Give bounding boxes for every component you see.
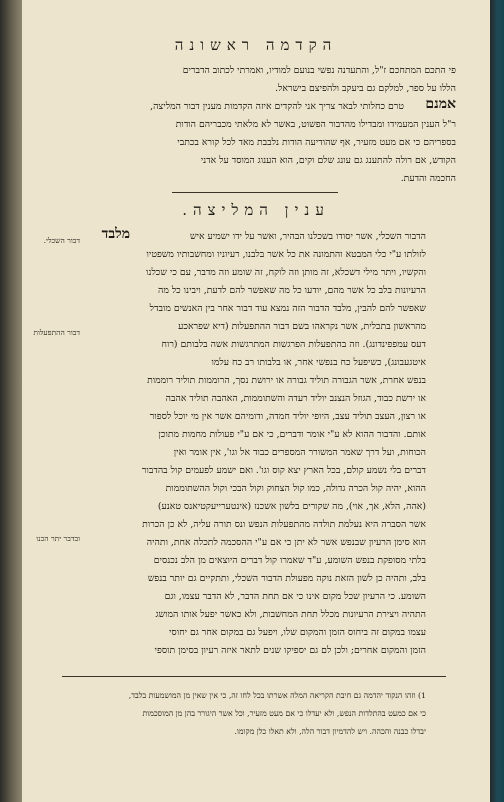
- main-line-18: הוא סימן הרעיון שבנפש אשר לא יתן כי אם ע"י ההסכמה לתכלה אחת, ותהיה: [146, 537, 426, 548]
- main-line-15: ההוא, יהיה קול הכרה גדולה, כמו קול הצחוק וקול הבכי וקול ההשתוממות: [165, 483, 426, 494]
- main-line-1: הדבור השכלי, אשר יסודו בשכלנו הבהיר, ואשר על ידו ישמיע איש: [189, 231, 426, 242]
- left-page-edge: [0, 0, 22, 802]
- main-line-16: (אהה, הלא, אך, אוי), מה שקורים בלשון אשכנז (אינטערייעקטיאנס טאנע): [157, 501, 426, 512]
- main-line-7: דעס עמפפינדונג). וזה בהתפעלות הפרגשות המתרגשות אשה בלבותם (רוח: [161, 339, 426, 350]
- main-first-word: מלבד: [101, 226, 130, 242]
- main-line-6: מהראשון בתכלית, אשר נקראהו בשם דבור ההתפעלות (דיא שפראכע: [178, 321, 426, 332]
- intro-line-4: ר"ל הענין המעמידו ומבדילו מהדבור הפשוט, באשר לא מלאתי מכבריהם הודות: [175, 119, 456, 130]
- main-line-5: שאפשר להם להבין, מלבד הדבור הזה נמצא עוד דבור אחר בין האנשים מובדל: [149, 303, 426, 314]
- heading-first-introduction: הקדמה ראשונה: [174, 36, 338, 54]
- intro-line-7: החכמה והדעת.: [400, 173, 456, 184]
- main-line-10: או ירשת כבוד, הגוזל הנצנב יוליד רעדה והשתוממות, האהבה תוליד אהבה: [165, 393, 426, 404]
- main-line-11: או רצון, העצב תוליד עצב, היופי יוליד חמדה, ודומיהם אשר אין מי יוכל לספור: [149, 411, 426, 422]
- main-line-4: הרעיונות בלב כל אשר מהם, יודעו כל מה שאפשר להם לדעת, ויבינו כל מה: [158, 285, 426, 296]
- main-line-22: התהיה ויצירת הרעיונות מכלל תחת המחשבות, ולא כאשר יפעל אותו המושג: [155, 609, 426, 620]
- intro-emphasis-word: אמנם: [425, 96, 456, 112]
- margin-note-emotional-speech: דבור ההתפעלות: [33, 328, 80, 337]
- intro-line-1: פי התכם המתחכם ז"ל, והתעדנה נפשי בנועם למודיו, ואמרתי לכתוב הדברים: [182, 65, 456, 76]
- book-page: [22, 0, 490, 802]
- main-line-12: אותם. והדבור ההוא לא ע"י אומר ודברים, כי אם ע"י פעולות מחמות מתוכן: [158, 429, 426, 440]
- heading-rhetoric-matter: ענין המליצה.: [182, 201, 330, 219]
- main-line-9: בנפש אחרת, אשר הגבורה תוליד גבורה או ירושת נסך, הרוממות תוליד רוממות: [147, 375, 426, 386]
- footnote-rule: [62, 676, 446, 677]
- main-line-23: עצמו במקום זה ביחוס הזמן והמקום שלו, ויפעל גם במקום אחר גם יחוסי: [168, 627, 426, 638]
- main-line-3: והקשיו, ויתר מילי דשכלא, זה מותן וזה לוקח, זה שומע וזה מדבר, עם כי שכלנו: [146, 267, 426, 278]
- footnote-line-2: כי אם כמעט בהתלדות הנפש, ולא יעדלו כי אם מעט מזעיר, וכל אשר היגורר בהן מן המוסכמות: [142, 709, 426, 718]
- margin-note-rational-speech: דבור השכלי.: [43, 236, 80, 245]
- intro-line-2: הללו על ספר, למלקם גם ביעקב ולהפיצם בישראל.: [275, 83, 456, 94]
- book-cover-edge: [490, 0, 504, 802]
- intro-line-3: טרם כחלותי לבאר צריך אני להקדים איזה הקדמות מענין דבור המליצה,: [150, 101, 404, 112]
- intro-line-5: בספריהם כי אם מעט מזעיר, אף שהודיעה הודות נלבבת מאד לכל קורא בכתבי: [177, 137, 456, 148]
- main-line-19: בלתי מסופקת בנפש השומע, ע"ד שאמרו קול דברים היוצאים מן הלב נכנסים: [153, 555, 426, 566]
- main-line-24: הזמן והמקום אחרים; ולכן לם גם יספיקו שנים לתאר איזה רעיון בסימן תוספי: [154, 645, 426, 656]
- section-divider: [172, 192, 338, 193]
- intro-line-6: הקודש, אם רולה להתענג גם עונג שלם וקים, הוא הענוג המוסד על אדני: [200, 155, 456, 166]
- main-line-8: איטגעבונג), כשיפעל כח בנפשי אחר, או בלבותו רב כח עלמו: [211, 357, 426, 368]
- margin-note-further: ובדבר יתר הכנו: [36, 534, 80, 543]
- main-line-20: בלב, ותהיה כן לשון הזאת נוקה מפעולת הדבור השכלי, ותתקיים גם יותר בנפש: [147, 573, 426, 584]
- main-line-17: אשר הסברה היא נעלמת תולדה מהתפעלות הנפש ונס תורה עליה, לא כן הכרות: [142, 519, 426, 530]
- footnote-line-1: 1) וזהו הנקוד יהדמה גם חיבת הקריאה המלה אשרתו בכל לחו זה, כי אין שאין מן המושמעות בלבד,: [128, 691, 426, 700]
- footnote-line-3: יבדלו כבנה והכהה. ויש להדמיון דבור הלה, ולא תאלו כלן מקומו.: [234, 727, 426, 736]
- main-line-21: השומע. כי הרעיון שכל מקום אינו כי אם תחת הדבר, לא הדבר עצמו, וגם: [164, 591, 426, 602]
- main-line-2: לזולתו ע"י כלי המבטא והתמונה את כל אשר בלבנו, רעיוניו ומחשבותיו משפטיו: [146, 249, 426, 260]
- main-line-14: דברים בלי נשמע קולם, בכל הארץ יצא קוס וגו'. ואם ישמע לפעמים קול בהדבור: [141, 465, 426, 476]
- main-line-13: הכוחות, ועל דרך שאמר המשורר המספרים כבוד אל וגו', אין אומר ואין: [173, 447, 426, 458]
